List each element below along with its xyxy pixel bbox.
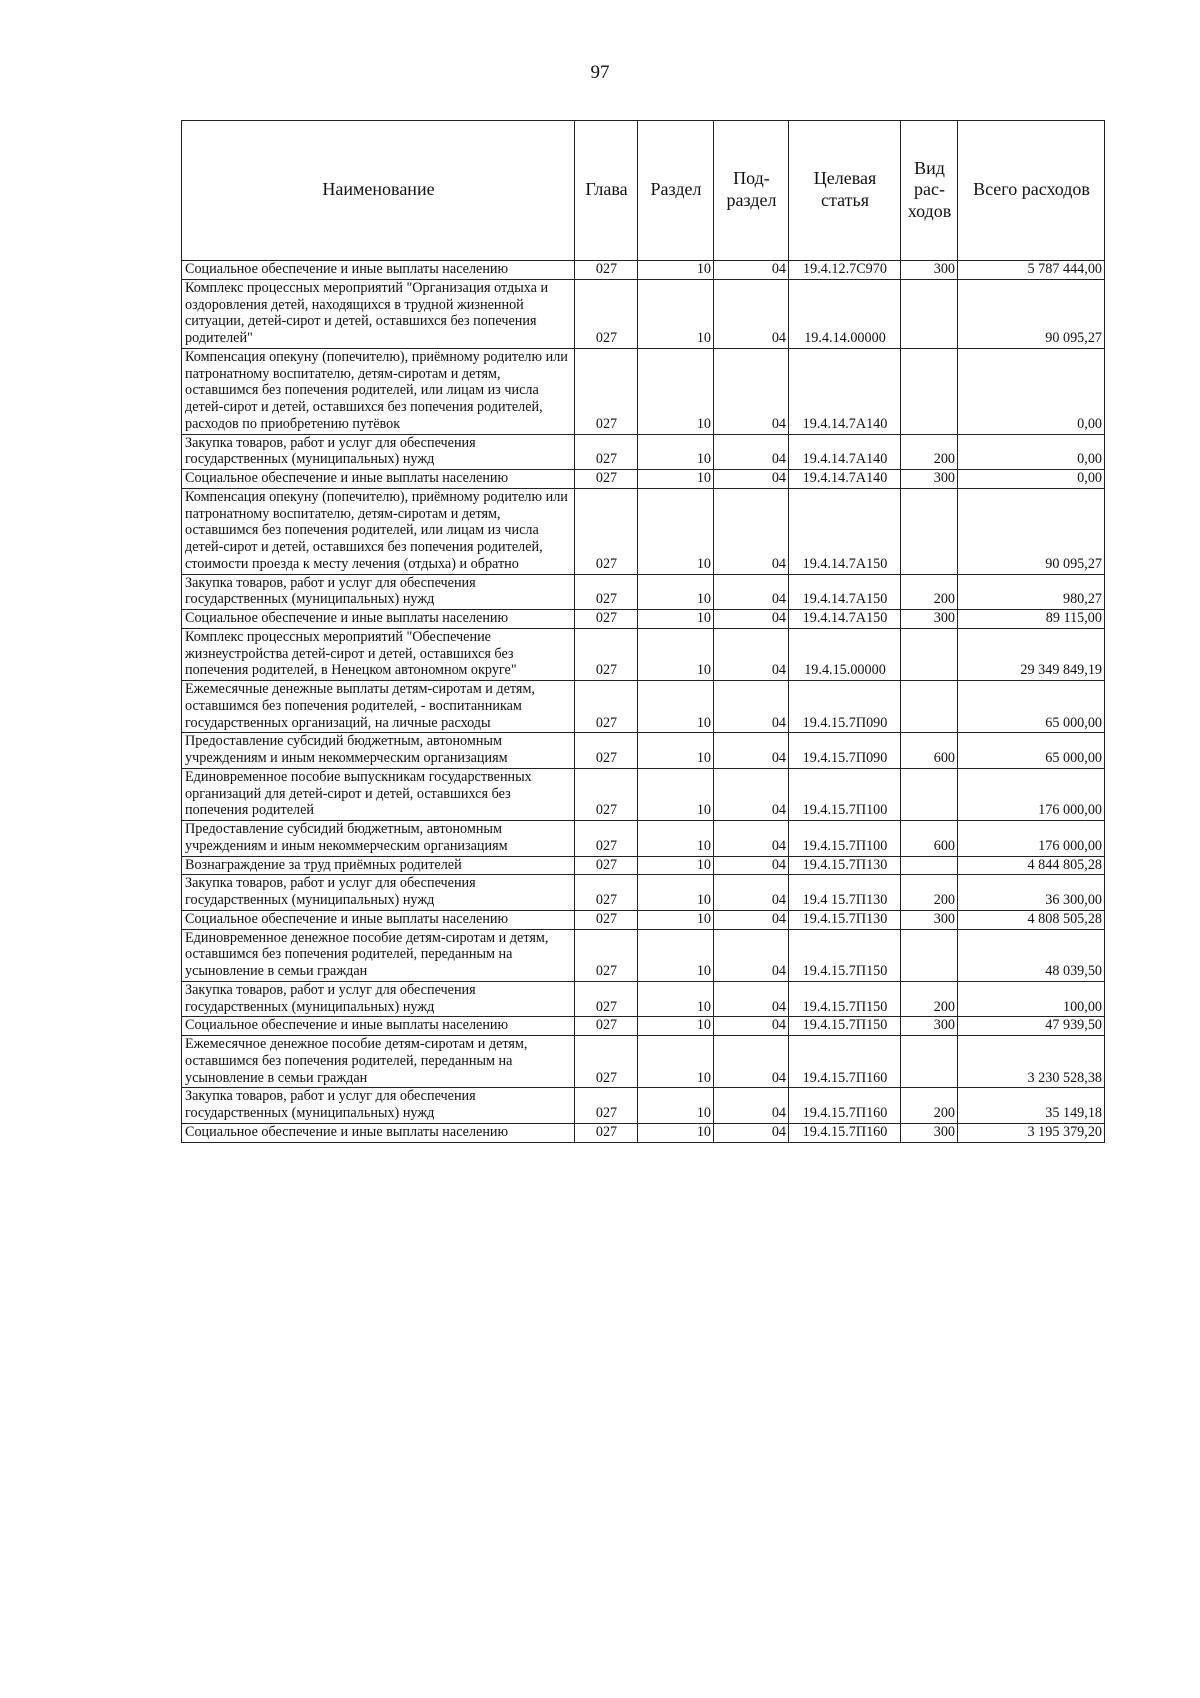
cell-razdel: 10 [638,910,714,929]
cell-vid: 300 [901,1017,958,1036]
table-header-row [182,121,1105,261]
cell-razdel: 10 [638,261,714,280]
cell-razdel: 10 [638,1088,714,1124]
cell-podrazdel: 04 [714,821,789,857]
cell-razdel: 10 [638,1123,714,1142]
cell-razdel: 10 [638,628,714,680]
cell-podrazdel: 04 [714,768,789,820]
cell-statya: 19.4.12.7С970 [789,261,901,280]
cell-total: 65 000,00 [958,681,1105,733]
cell-glava: 027 [575,470,638,489]
cell-podrazdel: 04 [714,910,789,929]
table-row [182,470,1105,489]
cell-name: Социальное обеспечение и иные выплаты населению [182,261,575,280]
page-number: 97 [590,62,610,83]
cell-podrazdel: 04 [714,470,789,489]
cell-glava: 027 [575,821,638,857]
cell-glava: 027 [575,574,638,610]
cell-statya: 19.4.14.7А150 [789,610,901,629]
cell-glava: 027 [575,1017,638,1036]
cell-glava: 027 [575,1123,638,1142]
cell-statya: 19.4.14.7А140 [789,470,901,489]
cell-vid [901,768,958,820]
cell-name: Социальное обеспечение и иные выплаты населению [182,470,575,489]
cell-glava: 027 [575,929,638,981]
cell-name: Комплекс процессных мероприятий "Обеспечение жизнеустройства детей-сирот и детей, оставшихся без попечения родителей, в Ненецком автономном округе" [182,628,575,680]
cell-razdel: 10 [638,821,714,857]
table-row [182,856,1105,875]
cell-vid: 200 [901,434,958,470]
table-body [182,261,1105,1143]
cell-name: Закупка товаров, работ и услуг для обеспечения государственных (муниципальных) нужд [182,574,575,610]
cell-glava: 027 [575,348,638,434]
cell-total: 176 000,00 [958,768,1105,820]
table-row [182,1123,1105,1142]
cell-total: 3 230 528,38 [958,1036,1105,1088]
cell-name: Предоставление субсидий бюджетным, автономным учреждениям и иным некоммерческим организациям [182,733,575,769]
table-row [182,733,1105,769]
table-row [182,348,1105,434]
cell-glava: 027 [575,875,638,911]
cell-glava: 027 [575,1088,638,1124]
table-row [182,610,1105,629]
cell-podrazdel: 04 [714,348,789,434]
cell-vid [901,856,958,875]
cell-razdel: 10 [638,681,714,733]
cell-vid [901,488,958,574]
budget-table [181,120,1105,1143]
header-statya: Целевая статья [789,121,901,261]
cell-name: Ежемесячное денежное пособие детям-сиротам и детям, оставшимся без попечения родителей, переданным на усыновление в семьи граждан [182,1036,575,1088]
cell-total: 35 149,18 [958,1088,1105,1124]
header-glava: Глава [575,121,638,261]
cell-vid [901,681,958,733]
cell-glava: 027 [575,681,638,733]
cell-razdel: 10 [638,279,714,348]
cell-podrazdel: 04 [714,929,789,981]
table-row [182,1017,1105,1036]
cell-name: Единовременное пособие выпускникам государственных организаций для детей-сирот и детей, оставшихся без попечения родителей [182,768,575,820]
cell-statya: 19.4.15.7П100 [789,821,901,857]
cell-total: 36 300,00 [958,875,1105,911]
cell-razdel: 10 [638,488,714,574]
cell-statya: 19.4.15.7П090 [789,733,901,769]
table-row [182,1088,1105,1124]
cell-name: Социальное обеспечение и иные выплаты населению [182,1123,575,1142]
cell-glava: 027 [575,981,638,1017]
cell-glava: 027 [575,434,638,470]
cell-statya: 19.4.15.00000 [789,628,901,680]
cell-razdel: 10 [638,768,714,820]
table-row [182,434,1105,470]
table-row [182,929,1105,981]
table-row [182,628,1105,680]
cell-podrazdel: 04 [714,1036,789,1088]
cell-statya: 19.4.14.7А150 [789,488,901,574]
cell-statya: 19.4.14.00000 [789,279,901,348]
cell-statya: 19.4.15.7П150 [789,981,901,1017]
cell-statya: 19.4 15.7П130 [789,875,901,911]
cell-podrazdel: 04 [714,1017,789,1036]
cell-total: 47 939,50 [958,1017,1105,1036]
cell-statya: 19.4.14.7А140 [789,434,901,470]
cell-glava: 027 [575,910,638,929]
cell-total: 176 000,00 [958,821,1105,857]
cell-razdel: 10 [638,348,714,434]
cell-statya: 19.4.15.7П150 [789,929,901,981]
cell-razdel: 10 [638,929,714,981]
header-name: Наименование [182,121,575,261]
cell-podrazdel: 04 [714,733,789,769]
cell-total: 5 787 444,00 [958,261,1105,280]
cell-vid: 200 [901,574,958,610]
cell-vid: 200 [901,875,958,911]
cell-glava: 027 [575,279,638,348]
cell-podrazdel: 04 [714,610,789,629]
header-vid: Вид рас- ходов [901,121,958,261]
cell-vid: 300 [901,910,958,929]
cell-glava: 027 [575,628,638,680]
cell-podrazdel: 04 [714,574,789,610]
cell-statya: 19.4.15.7П160 [789,1036,901,1088]
cell-statya: 19.4.15.7П130 [789,856,901,875]
table-row [182,574,1105,610]
cell-razdel: 10 [638,1036,714,1088]
cell-vid [901,1036,958,1088]
cell-glava: 027 [575,261,638,280]
cell-podrazdel: 04 [714,875,789,911]
cell-razdel: 10 [638,733,714,769]
cell-total: 980,27 [958,574,1105,610]
table-row [182,768,1105,820]
cell-statya: 19.4.15.7П090 [789,681,901,733]
cell-name: Вознаграждение за труд приёмных родителей [182,856,575,875]
cell-podrazdel: 04 [714,856,789,875]
cell-vid: 300 [901,610,958,629]
cell-glava: 027 [575,488,638,574]
cell-total: 90 095,27 [958,488,1105,574]
cell-podrazdel: 04 [714,681,789,733]
cell-name: Социальное обеспечение и иные выплаты населению [182,910,575,929]
cell-total: 89 115,00 [958,610,1105,629]
cell-vid [901,348,958,434]
cell-total: 4 808 505,28 [958,910,1105,929]
cell-glava: 027 [575,856,638,875]
cell-name: Социальное обеспечение и иные выплаты населению [182,610,575,629]
cell-name: Компенсация опекуну (попечителю), приёмному родителю или патронатному воспитателю, детям-сиротам и детям, оставшимся без попечения родителей, или лицам из числа детей-сирот и детей, оставшихся без попечения родителей, расходов по приобретению путёвок [182,348,575,434]
cell-podrazdel: 04 [714,1088,789,1124]
cell-podrazdel: 04 [714,279,789,348]
cell-podrazdel: 04 [714,434,789,470]
header-podrazdel: Под- раздел [714,121,789,261]
cell-name: Закупка товаров, работ и услуг для обеспечения государственных (муниципальных) нужд [182,1088,575,1124]
table-row [182,875,1105,911]
cell-podrazdel: 04 [714,261,789,280]
cell-statya: 19.4.14.7А140 [789,348,901,434]
cell-name: Ежемесячные денежные выплаты детям-сиротам и детям, оставшимся без попечения родителей, - воспитанникам государственных организаций, на личные расходы [182,681,575,733]
cell-total: 48 039,50 [958,929,1105,981]
header-razdel: Раздел [638,121,714,261]
table-row [182,279,1105,348]
cell-name: Компенсация опекуну (попечителю), приёмному родителю или патронатному воспитателю, детям-сиротам и детям, оставшимся без попечения родителей, или лицам из числа детей-сирот и детей, оставшихся без попечения родителей, стоимости проезда к месту лечения (отдыха) и обратно [182,488,575,574]
header-total: Всего расходов [958,121,1105,261]
cell-total: 90 095,27 [958,279,1105,348]
cell-total: 0,00 [958,470,1105,489]
cell-statya: 19.4.15.7П160 [789,1123,901,1142]
cell-statya: 19.4.15.7П160 [789,1088,901,1124]
table-row [182,261,1105,280]
cell-name: Закупка товаров, работ и услуг для обеспечения государственных (муниципальных) нужд [182,434,575,470]
cell-name: Социальное обеспечение и иные выплаты населению [182,1017,575,1036]
cell-total: 100,00 [958,981,1105,1017]
cell-total: 0,00 [958,348,1105,434]
cell-razdel: 10 [638,434,714,470]
cell-vid: 600 [901,821,958,857]
table-row [182,981,1105,1017]
cell-total: 29 349 849,19 [958,628,1105,680]
cell-name: Предоставление субсидий бюджетным, автономным учреждениям и иным некоммерческим организациям [182,821,575,857]
table-row [182,1036,1105,1088]
cell-vid: 300 [901,1123,958,1142]
cell-vid [901,279,958,348]
cell-name: Комплекс процессных мероприятий "Организация отдыха и оздоровления детей, находящихся в трудной жизненной ситуации, детей-сирот и детей, оставшихся без попечения родителей" [182,279,575,348]
cell-total: 65 000,00 [958,733,1105,769]
cell-total: 3 195 379,20 [958,1123,1105,1142]
cell-glava: 027 [575,733,638,769]
cell-vid: 200 [901,981,958,1017]
cell-razdel: 10 [638,610,714,629]
cell-razdel: 10 [638,856,714,875]
cell-vid: 300 [901,470,958,489]
table-row [182,910,1105,929]
cell-razdel: 10 [638,470,714,489]
cell-podrazdel: 04 [714,628,789,680]
cell-total: 0,00 [958,434,1105,470]
cell-vid: 600 [901,733,958,769]
cell-statya: 19.4.14.7А150 [789,574,901,610]
cell-statya: 19.4.15.7П130 [789,910,901,929]
cell-glava: 027 [575,768,638,820]
cell-total: 4 844 805,28 [958,856,1105,875]
cell-razdel: 10 [638,1017,714,1036]
cell-vid: 200 [901,1088,958,1124]
cell-podrazdel: 04 [714,488,789,574]
cell-podrazdel: 04 [714,981,789,1017]
cell-name: Единовременное денежное пособие детям-сиротам и детям, оставшимся без попечения родителей, переданным на усыновление в семьи граждан [182,929,575,981]
cell-statya: 19.4.15.7П100 [789,768,901,820]
table-row [182,488,1105,574]
cell-glava: 027 [575,1036,638,1088]
cell-glava: 027 [575,610,638,629]
cell-name: Закупка товаров, работ и услуг для обеспечения государственных (муниципальных) нужд [182,981,575,1017]
cell-name: Закупка товаров, работ и услуг для обеспечения государственных (муниципальных) нужд [182,875,575,911]
cell-statya: 19.4.15.7П150 [789,1017,901,1036]
cell-vid: 300 [901,261,958,280]
cell-razdel: 10 [638,574,714,610]
cell-razdel: 10 [638,981,714,1017]
cell-vid [901,929,958,981]
table-row [182,821,1105,857]
table-row [182,681,1105,733]
cell-podrazdel: 04 [714,1123,789,1142]
cell-vid [901,628,958,680]
cell-razdel: 10 [638,875,714,911]
